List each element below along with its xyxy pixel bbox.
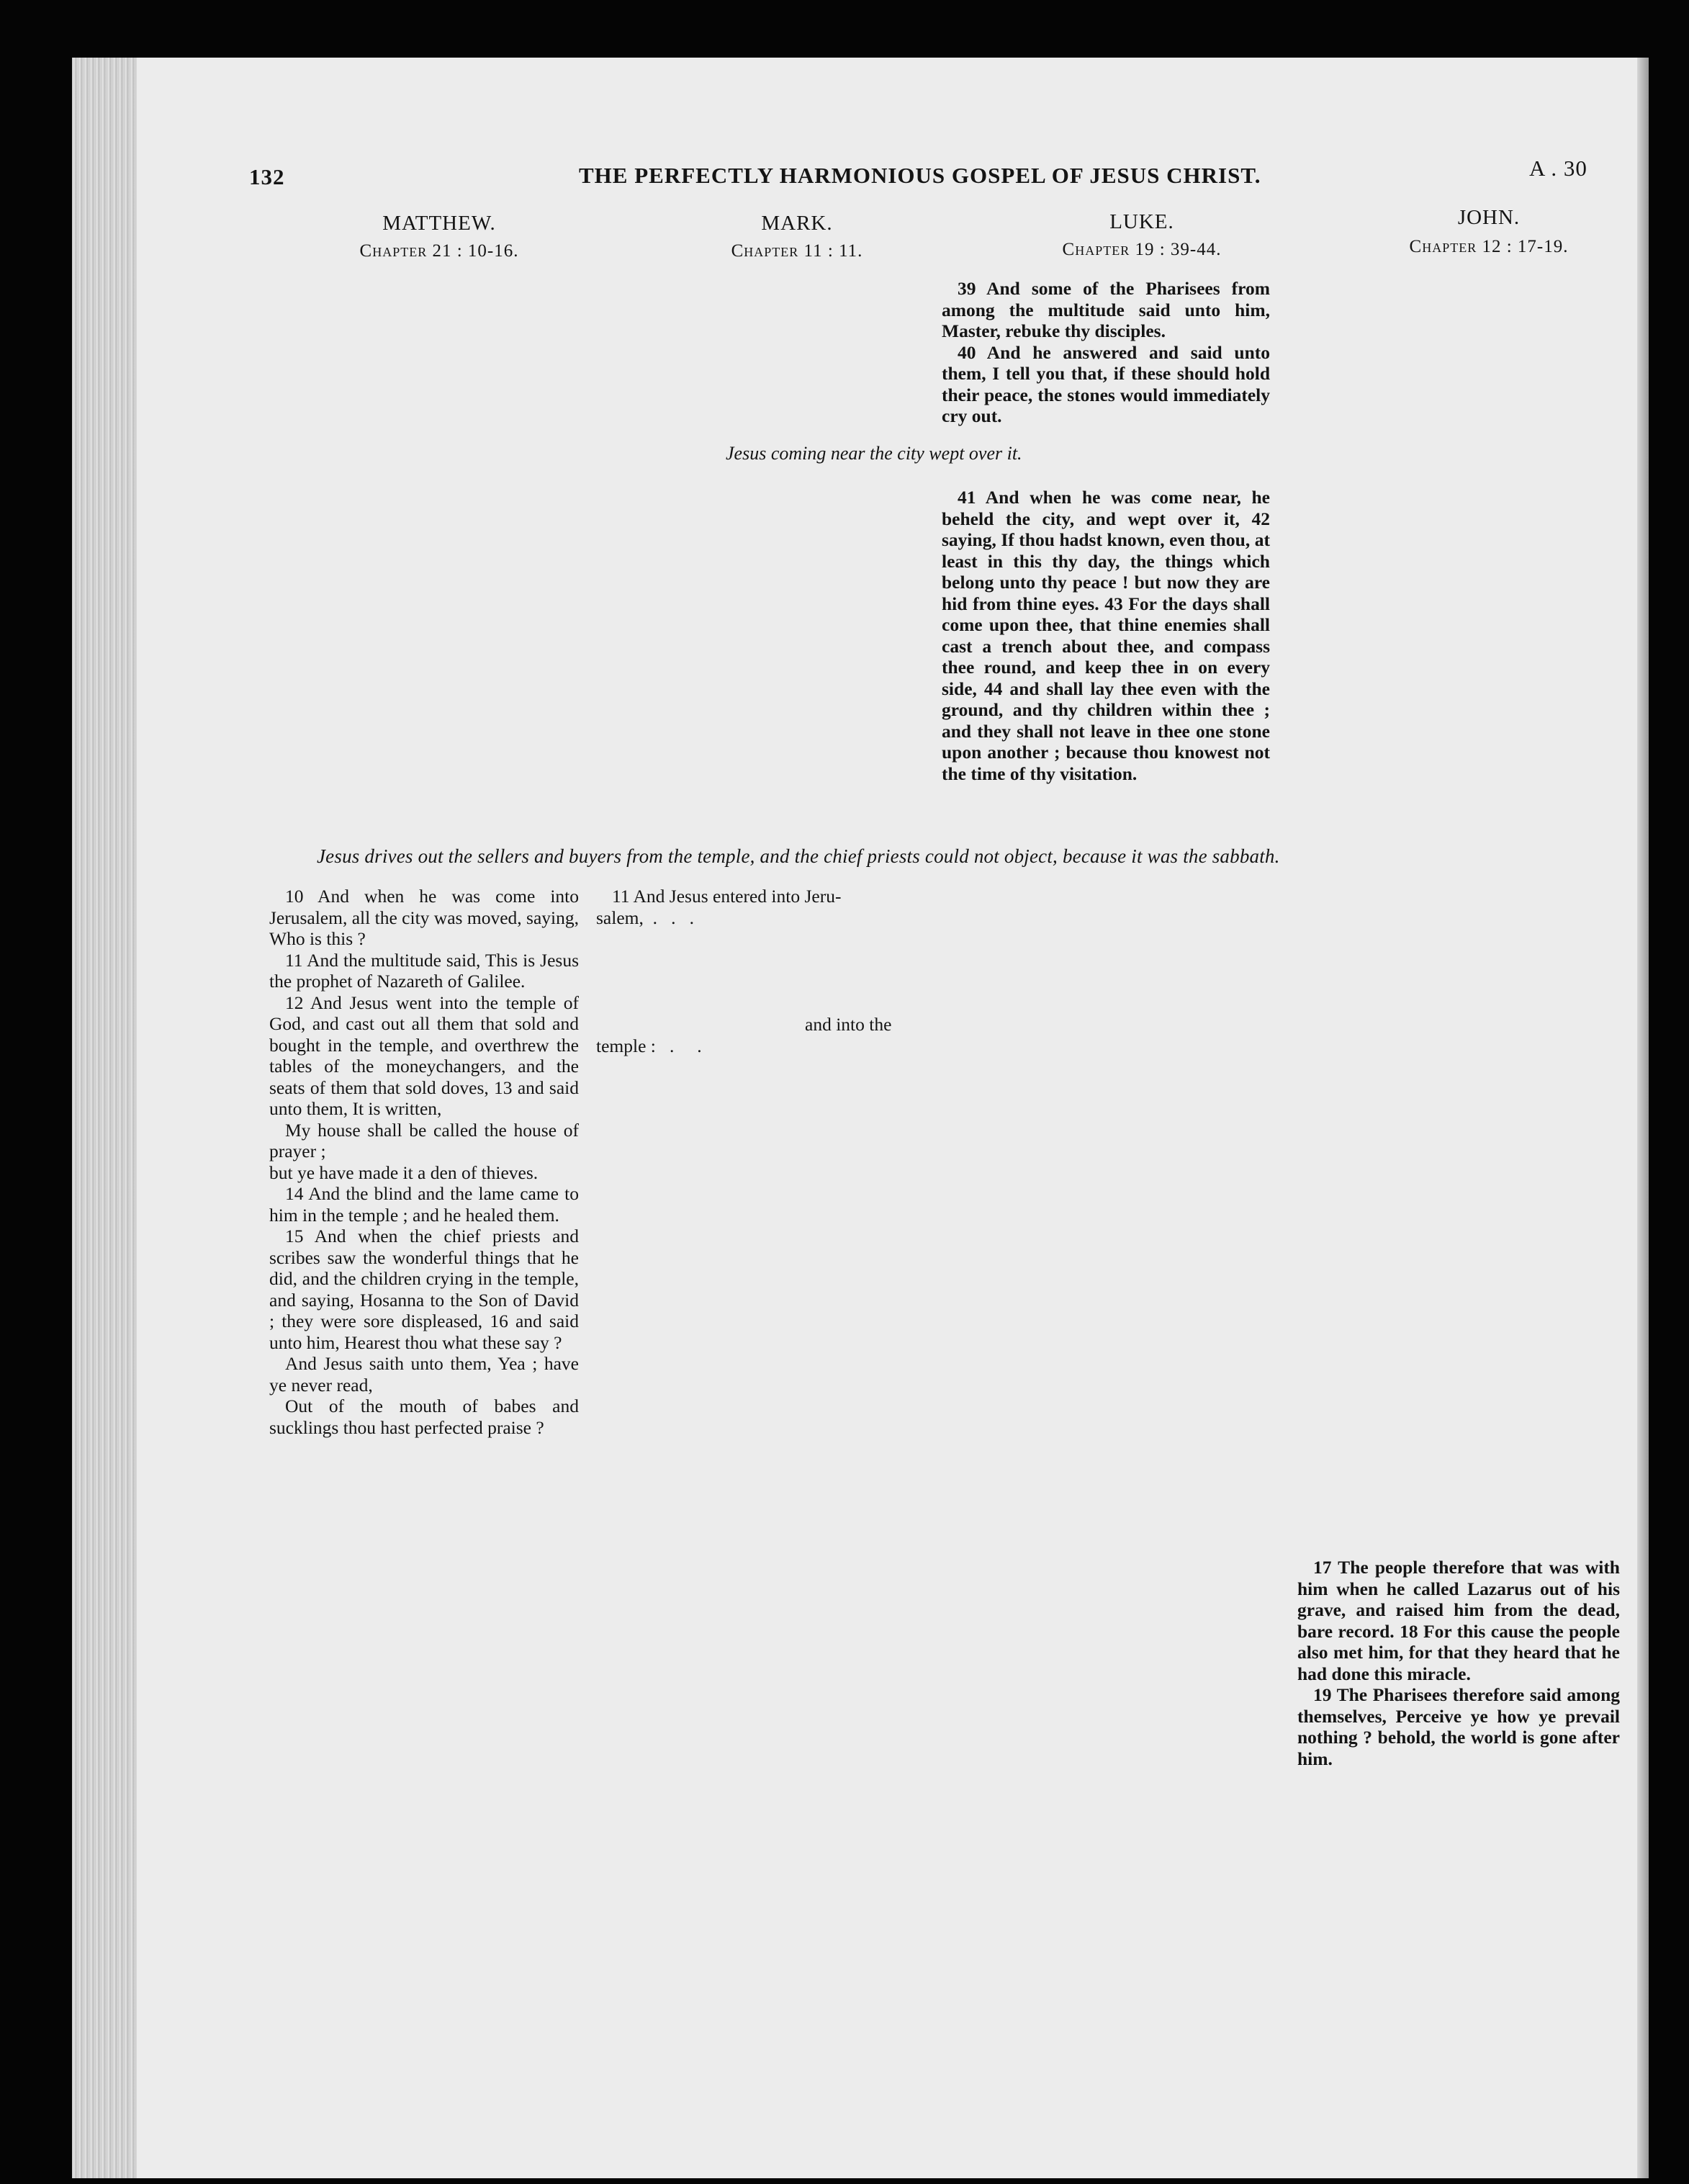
chapter-ref-luke [1023,240,1261,260]
chapter-number: 19 : 39-44. [1135,240,1222,259]
john-verses [1297,1557,1620,1769]
column-heading-john: JOHN. [1457,206,1521,229]
verse-paragraph: 15 And when the chief priests and scribes saw the wonderful things that he did, and the children crying in the temple, and saying, Hosanna to the Son of David ; they were sore displeased, 16 and said unto him, Hearest thou what these say ? [269,1226,579,1353]
verse-paragraph: 40 And he answered and said unto them, I tell you that, if these should hold their peace, the stones would immediately cry out. [942,341,1270,426]
verse-paragraph: 11 And the multitude said, This is Jesus the prophet of Nazareth of Galilee. [269,949,579,992]
verse-line: salem, . . . [596,907,694,928]
luke-verses-39-40 [942,278,1270,427]
verse-line: 11 And Jesus entered into Jeru- [612,886,842,907]
quotation-line: Out of the mouth of babes and sucklings thou hast perfected praise ? [269,1396,579,1438]
verse-paragraph: 14 And the blind and the lame came to him in the temple ; and he healed them. [269,1183,579,1226]
chapter-label: Chapter [1062,240,1130,259]
chapter-number: 11 : 11. [803,241,863,261]
luke-verses-41-44 [942,487,1270,784]
section-heading-temple: Jesus drives out the sellers and buyers from the temple, and the chief priests could not object, because it was the sabbath. [317,845,1280,867]
chapter-number: 12 : 17-19. [1482,237,1569,256]
section-heading-wept: Jesus coming near the city wept over it. [726,443,1022,464]
chapter-ref-john [1366,237,1611,257]
verse-paragraph: 17 The people therefore that was with him when he called Lazarus out of his grave, and raised him from the dead, bare record. 18 For this cause the people also met him, for that they heard that he had done this miracle. [1297,1557,1620,1684]
chapter-label: Chapter [1409,237,1477,256]
verse-paragraph: 41 And when he was come near, he beheld the city, and wept over it, 42 saying, If thou hadst known, even thou, at least in this thy day, the things which belong unto thy peace ! but now they are hid from thine eyes. 43 For the days shall come upon thee, that thine enemies shall cast a trench about thee, and compass thee round, and keep thee in on every side, 44 and shall lay thee even with the ground, and thy children within thee ; and they shall not leave in thee one stone upon another ; because thou knowest not the time of thy visitation. [942,487,1270,784]
year-marker: A . 30 [1529,156,1587,181]
mark-verses [596,886,934,928]
chapter-ref-matthew [320,241,558,261]
mark-verse-continued: and into the [805,1014,892,1035]
quotation-line: My house shall be called the house of prayer ; [269,1119,579,1161]
book-page [72,58,1649,2178]
verse-paragraph: 19 The Pharisees therefore said among themselves, Perceive ye how ye prevail nothing ? behold, the world is gone after him. [1297,1684,1620,1769]
matthew-verses [269,886,579,1438]
column-heading-matthew: MATTHEW. [382,212,496,235]
column-heading-luke: LUKE. [1109,210,1174,233]
verse-paragraph: 12 And Jesus went into the temple of God, and cast out all them that sold and bought in the temple, and overthrew the tables of the moneychangers, and the seats of them that sold doves, 13 and said unto them, It is written, [269,992,579,1119]
verse-paragraph: 39 And some of the Pharisees from among the multitude said unto him, Master, rebuke thy disciples. [942,278,1270,341]
binding-gutter [1637,58,1649,2178]
quotation-line: but ye have made it a den of thieves. [269,1161,539,1183]
chapter-ref-mark [678,241,916,261]
mark-verse-end: temple : . . [596,1035,702,1056]
page-title: THE PERFECTLY HARMONIOUS GOSPEL OF JESUS CHRIST. [579,163,1261,188]
verse-paragraph: And Jesus saith unto them, Yea ; have ye never read, [269,1353,579,1396]
chapter-label: Chapter [731,241,799,261]
page-number: 132 [249,164,285,189]
column-heading-mark: MARK. [761,212,833,235]
chapter-number: 21 : 10-16. [432,241,519,261]
page-edge-shadow [72,58,137,2178]
chapter-label: Chapter [359,241,428,261]
verse-paragraph: 10 And when he was come into Jerusalem, all the city was moved, saying, Who is this ? [269,886,579,949]
